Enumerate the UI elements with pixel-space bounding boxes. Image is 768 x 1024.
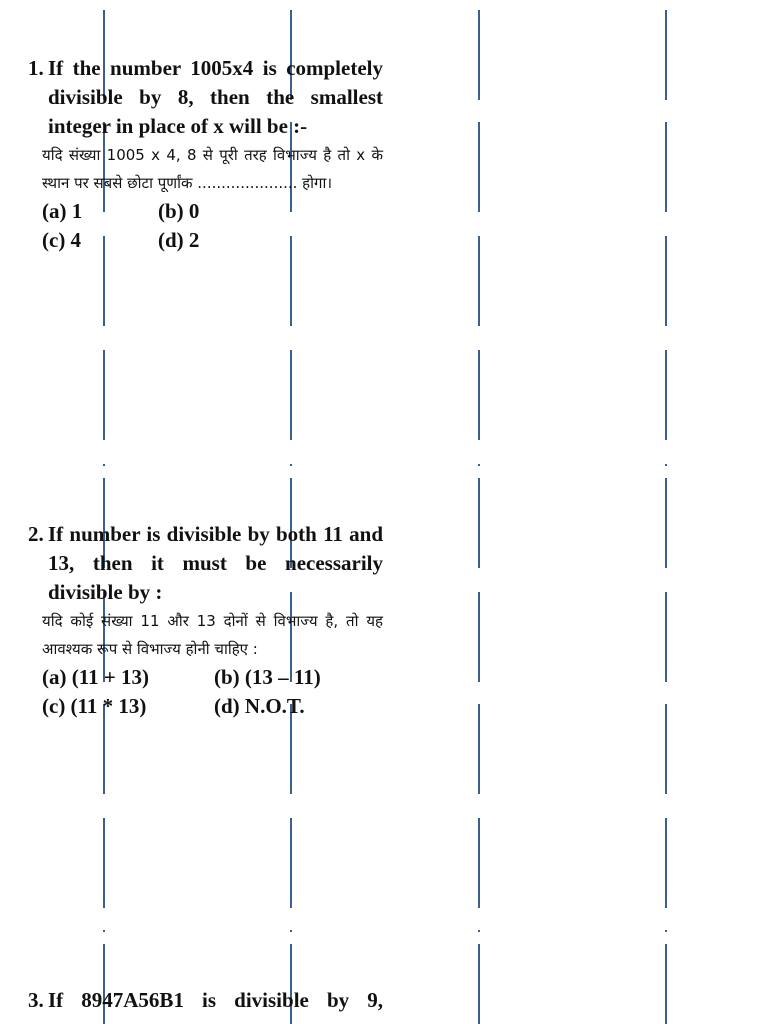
- ruled-line-segment: [103, 350, 105, 440]
- ruled-line-segment: [478, 818, 480, 908]
- ruled-line-segment: [478, 236, 480, 326]
- option-c[interactable]: (c) (11 * 13): [42, 694, 147, 718]
- ruled-line-segment: [478, 10, 480, 100]
- ruled-line-segment: [478, 944, 480, 1024]
- ruled-line-segment: [665, 818, 667, 908]
- ruled-line-dot: [665, 930, 667, 932]
- ruled-line-dot: [478, 930, 480, 932]
- ruled-line-dot: [290, 464, 292, 466]
- option-a[interactable]: (a) 1: [42, 199, 83, 223]
- ruled-line-dot: [103, 464, 105, 466]
- ruled-line-segment: [665, 350, 667, 440]
- ruled-line-segment: [478, 350, 480, 440]
- question-number: 2.: [28, 522, 44, 546]
- question-text-english: If the number 1005x4 is completely divisible by 8, then the smallest integer in place of x will be :-: [48, 56, 383, 138]
- ruled-line-dot: [478, 464, 480, 466]
- question-1: [28, 54, 383, 255]
- option-a[interactable]: (a) (11 + 13): [42, 665, 150, 689]
- ruled-line-segment: [290, 818, 292, 908]
- ruled-line-segment: [665, 122, 667, 212]
- ruled-line-dot: [665, 464, 667, 466]
- ruled-line-segment: [478, 122, 480, 212]
- options-list: [42, 197, 383, 255]
- option-b[interactable]: (b) 0: [158, 199, 200, 223]
- question-number: 3.: [28, 988, 44, 1012]
- option-b[interactable]: (b) (13 – 11): [214, 665, 321, 689]
- options-list: [42, 663, 383, 721]
- question-3: [28, 986, 383, 1015]
- ruled-line-segment: [665, 478, 667, 568]
- ruled-line-segment: [665, 592, 667, 682]
- ruled-line-segment: [478, 592, 480, 682]
- option-d[interactable]: (d) 2: [158, 228, 200, 252]
- ruled-line-dot: [103, 930, 105, 932]
- question-text-english: If number is divisible by both 11 and 13, then it must be necessarily divisible by :: [48, 522, 383, 604]
- question-number: 1.: [28, 56, 44, 80]
- question-text-english: If 8947A56B1 is divisible by 9,: [48, 988, 383, 1012]
- ruled-line-segment: [478, 478, 480, 568]
- ruled-line-segment: [478, 704, 480, 794]
- ruled-line-segment: [665, 10, 667, 100]
- question-text-hindi: यदि संख्या 1005 x 4, 8 से पूरी तरह विभाज्य है तो x के स्थान पर सबसे छोटा पूर्णांक ..................... होगा।: [42, 146, 383, 192]
- question-2: [28, 520, 383, 721]
- option-d[interactable]: (d) N.O.T.: [214, 694, 305, 718]
- ruled-line-segment: [665, 944, 667, 1024]
- ruled-line-segment: [665, 704, 667, 794]
- ruled-line-dot: [290, 930, 292, 932]
- ruled-line-segment: [665, 236, 667, 326]
- question-text-hindi: यदि कोई संख्या 11 और 13 दोनों से विभाज्य है, तो यह आवश्यक रूप से विभाज्य होनी चाहिए :: [42, 612, 383, 658]
- ruled-line-segment: [290, 350, 292, 440]
- option-c[interactable]: (c) 4: [42, 228, 82, 252]
- ruled-line-segment: [103, 818, 105, 908]
